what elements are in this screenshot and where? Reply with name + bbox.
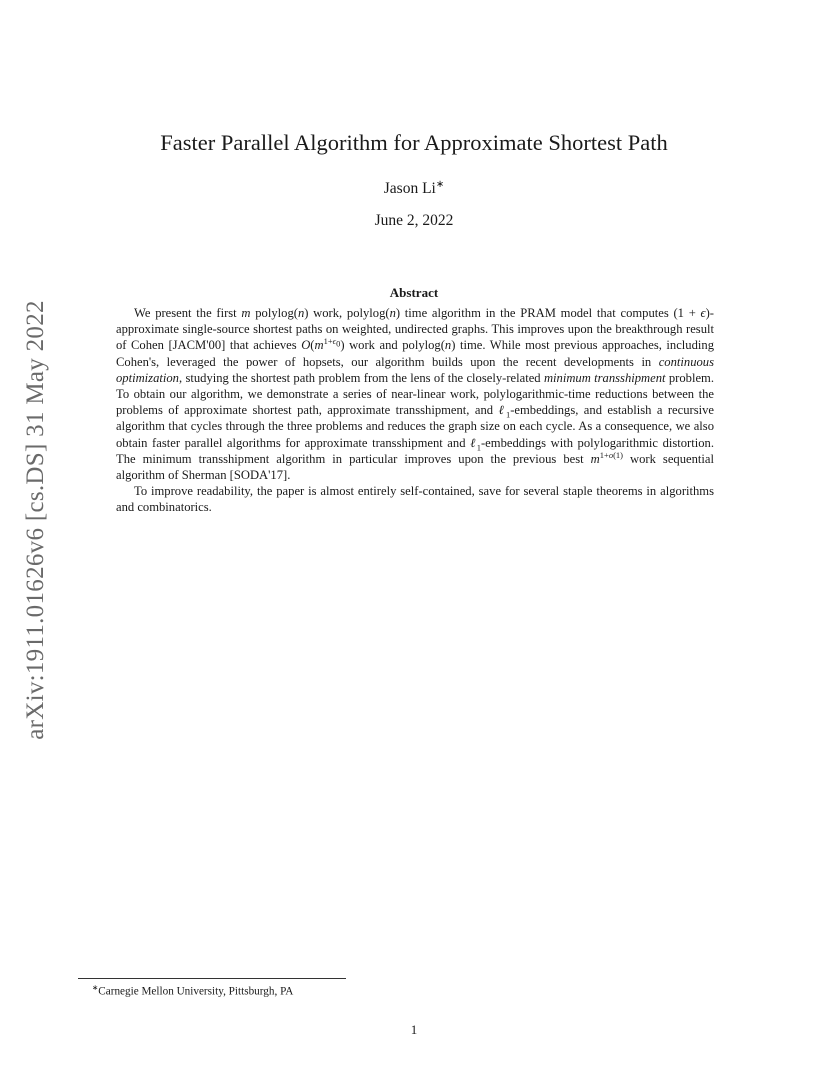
text-run: -embeddings, and establish a recursive algorithm that cycles through the three problems and reduces the graph size on each cycle. As a consequence, we also obtain faster parallel algorithms for approximate transshipment and — [116, 403, 714, 450]
text-run: ) work and polylog( — [340, 338, 445, 353]
math-var: m — [590, 451, 600, 466]
math-var: m — [241, 306, 251, 320]
math-var: ϵ — [700, 306, 706, 320]
footnote-text: Carnegie Mellon University, Pittsburgh, PA — [98, 985, 294, 998]
math-var: o — [608, 449, 614, 460]
math-subscript: 1 — [505, 409, 511, 420]
arxiv-identifier-text: arXiv:1911.01626v6 [cs.DS] 31 May 2022 — [22, 300, 50, 740]
abstract-heading: Abstract — [389, 285, 439, 300]
abstract-body — [116, 305, 714, 516]
math-superscript — [323, 336, 341, 349]
math-var: ϵ — [332, 336, 337, 347]
math-var: ℓ — [470, 435, 477, 450]
emphasis: continuous optimization — [116, 354, 714, 385]
math-var: ℓ — [498, 403, 506, 418]
text-run: work sequential algorithm of Sherman [SODA'17]. — [116, 451, 714, 483]
footnote — [92, 983, 293, 998]
text-run: polylog( — [250, 306, 298, 320]
text-run: )-approximate single-source shortest paths on weighted, undirected graphs. This improves upon the breakthrough result of Cohen [JACM'00] that achieves — [116, 306, 714, 353]
math-var: n — [389, 306, 396, 320]
math-var: O — [301, 338, 311, 353]
text-run: ) time. While most previous approaches, including Cohen's, leveraged the power of hopsets, our algorithm builds upon the recent developments in — [116, 338, 714, 369]
math-subscript: 0 — [336, 338, 341, 349]
text-run: ) time algorithm in the PRAM model that computes (1 + — [395, 306, 701, 320]
author-footnote-mark: ∗ — [435, 179, 445, 190]
text-run: -embeddings with polylogarithmic distortion. The minimum transshipment algorithm in particular improves upon the previous best — [116, 435, 714, 466]
abstract-paragraph-2: To improve readability, the paper is almost entirely self-contained, save for several staple theorems in algorithms and combinatorics. — [116, 484, 714, 515]
text-run: ( — [310, 338, 315, 353]
author-name: Jason Li — [383, 180, 436, 198]
text-run: (1) — [613, 449, 623, 460]
math-var: n — [297, 306, 305, 320]
text-run: We present the first — [134, 306, 242, 320]
text-run: 1+ — [323, 336, 333, 347]
page-number: 1 — [410, 1022, 418, 1037]
paper-title: Faster Parallel Algorithm for Approximate Shortest Path — [160, 130, 668, 155]
author-line — [0, 179, 828, 198]
abstract-paragraph-1 — [116, 305, 714, 483]
text-run: 1+ — [599, 449, 609, 460]
text-run: ) work, polylog( — [304, 306, 390, 320]
emphasis: minimum transshipment — [543, 370, 666, 385]
math-var: m — [314, 338, 324, 353]
paper-date: June 2, 2022 — [374, 212, 454, 229]
footnote-rule — [78, 978, 346, 979]
math-subscript: 1 — [476, 442, 481, 453]
footnote-mark: ∗ — [92, 983, 99, 992]
text-run: problem. To obtain our algorithm, we demonstrate a series of near-linear work, polylogarithmic-time reductions between the problems of approximate shortest path, approximate transshipment, and — [116, 370, 714, 418]
text-run: , studying the shortest path problem from the lens of the closely-related — [178, 370, 544, 385]
math-superscript — [600, 450, 623, 460]
arxiv-identifier-stamp — [18, 280, 54, 760]
math-var: n — [444, 338, 452, 353]
